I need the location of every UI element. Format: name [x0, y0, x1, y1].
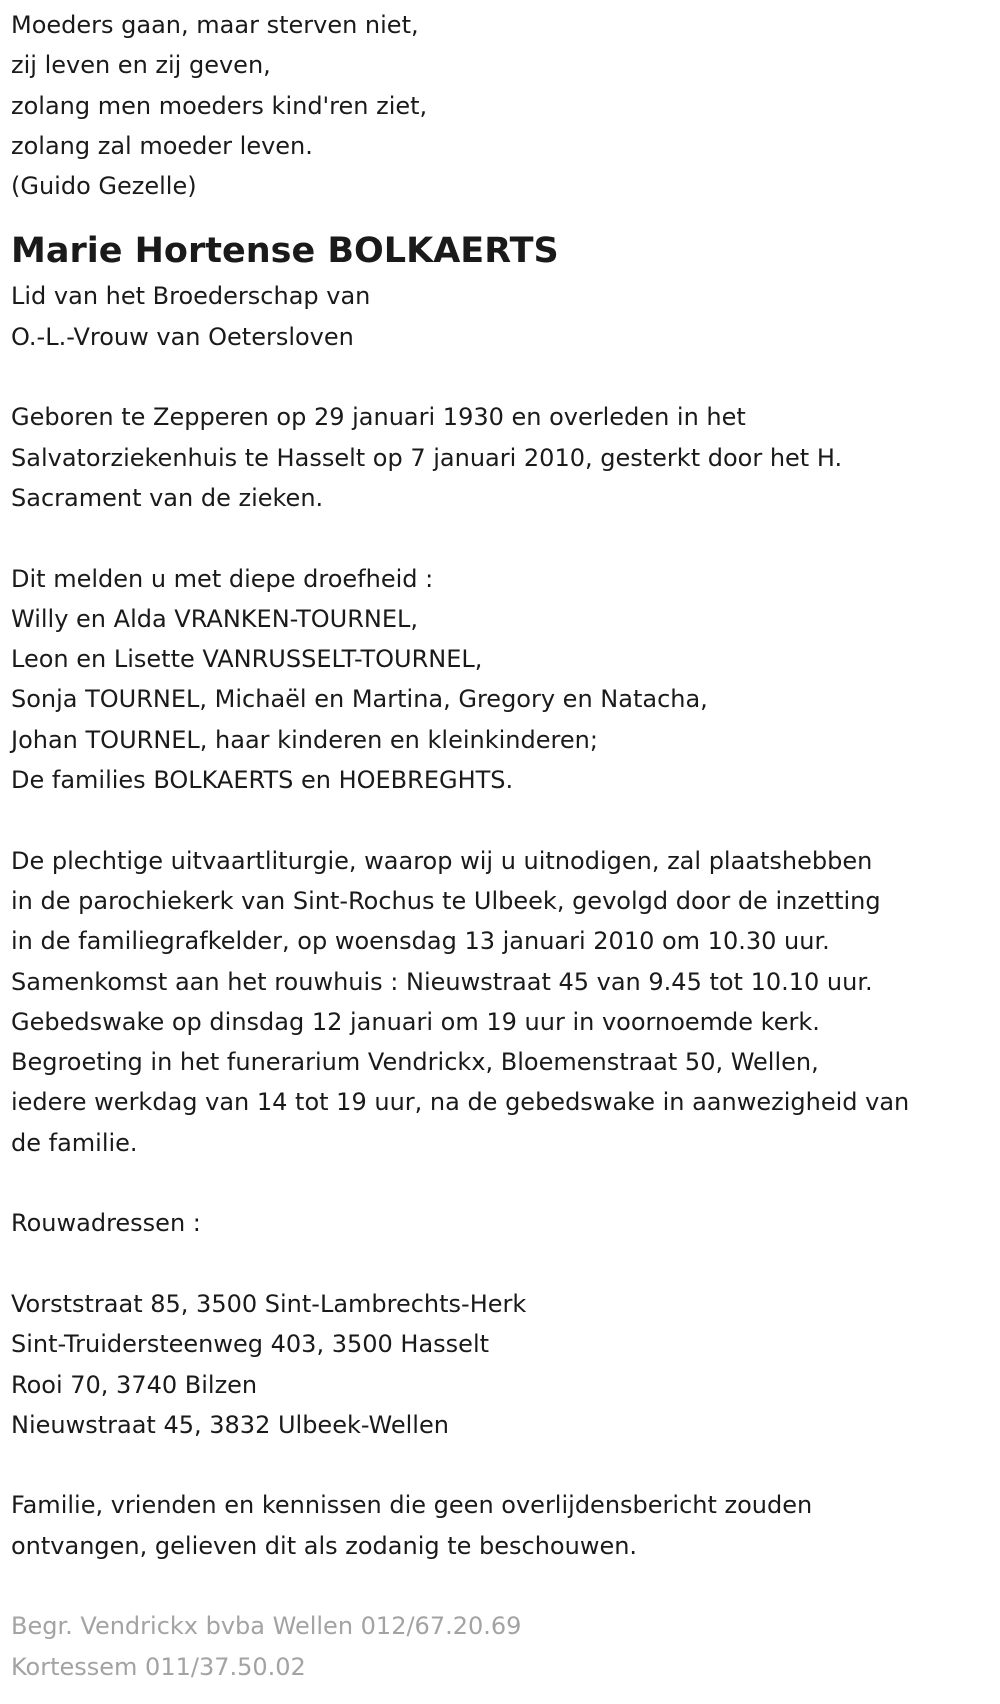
paragraph-line: Salvatorziekenhuis te Hasselt op 7 januari 2010, gesterkt door het H. — [11, 443, 843, 472]
poem — [11, 5, 1000, 206]
announcer-line: Sonja TOURNEL, Michaël en Martina, Gregory en Natacha, — [11, 685, 708, 714]
birth-death-paragraph — [11, 397, 1000, 518]
poem-line: Moeders gaan, maar sterven niet, — [11, 11, 419, 39]
affiliation-line: Lid van het Broederschap van — [11, 282, 371, 311]
deceased-name: Marie Hortense BOLKAERTS — [11, 231, 559, 272]
announcer-line: De families BOLKAERTS en HOEBREGHTS. — [11, 766, 514, 795]
paragraph-line: ontvangen, gelieven dit als zodanig te beschouwen. — [11, 1531, 638, 1560]
paragraph-line: Familie, vrienden en kennissen die geen overlijdensbericht zouden — [11, 1491, 813, 1520]
address-line: Rooi 70, 3740 Bilzen — [11, 1370, 258, 1399]
mourning-addresses — [11, 1203, 1000, 1445]
paragraph-line: iedere werkdag van 14 tot 19 uur, na de gebedswake in aanwezigheid van — [11, 1088, 910, 1117]
announcer-line: Leon en Lisette VANRUSSELT-TOURNEL, — [11, 645, 483, 674]
paragraph-line: de familie. — [11, 1128, 138, 1157]
address-line: Vorststraat 85, 3500 Sint-Lambrechts-Herk — [11, 1289, 527, 1318]
poem-line: zolang zal moeder leven. — [11, 131, 313, 160]
addresses-heading: Rouwadressen : — [11, 1209, 201, 1238]
paragraph-line: Sacrament van de zieken. — [11, 483, 324, 512]
paragraph-line: De plechtige uitvaartliturgie, waarop wij u uitnodigen, zal plaatshebben — [11, 846, 873, 875]
address-line: Nieuwstraat 45, 3832 Ulbeek-Wellen — [11, 1410, 449, 1439]
announcers — [11, 559, 1000, 801]
announcer-line: Willy en Alda VRANKEN-TOURNEL, — [11, 604, 419, 633]
undertaker-info — [11, 1606, 1000, 1687]
affiliation-line: O.-L.-Vrouw van Oetersloven — [11, 322, 354, 351]
poem-attribution: (Guido Gezelle) — [11, 172, 197, 201]
paragraph-line: in de parochiekerk van Sint-Rochus te Ulbeek, gevolgd door de inzetting — [11, 886, 881, 915]
affiliation — [11, 276, 1000, 357]
notice-paragraph — [11, 1485, 1000, 1566]
announcer-line: Johan TOURNEL, haar kinderen en kleinkinderen; — [11, 725, 598, 754]
poem-line: zij leven en zij geven, — [11, 51, 271, 80]
undertaker-line: Kortessem 011/37.50.02 — [11, 1652, 306, 1681]
address-line: Sint-Truidersteenweg 403, 3500 Hasselt — [11, 1330, 490, 1359]
poem-line: zolang men moeders kind'ren ziet, — [11, 91, 428, 120]
announcers-intro: Dit melden u met diepe droefheid : — [11, 564, 434, 593]
paragraph-line: Geboren te Zepperen op 29 januari 1930 en overleden in het — [11, 403, 746, 432]
undertaker-line: Begr. Vendrickx bvba Wellen 012/67.20.69 — [11, 1612, 522, 1641]
paragraph-line: Samenkomst aan het rouwhuis : Nieuwstraat 45 van 9.45 tot 10.10 uur. — [11, 967, 873, 996]
paragraph-line: in de familiegrafkelder, op woensdag 13 januari 2010 om 10.30 uur. — [11, 927, 830, 956]
funeral-paragraph — [11, 841, 1000, 1163]
paragraph-line: Gebedswake op dinsdag 12 januari om 19 uur in voornoemde kerk. — [11, 1007, 820, 1036]
paragraph-line: Begroeting in het funerarium Vendrickx, Bloemenstraat 50, Wellen, — [11, 1048, 819, 1077]
